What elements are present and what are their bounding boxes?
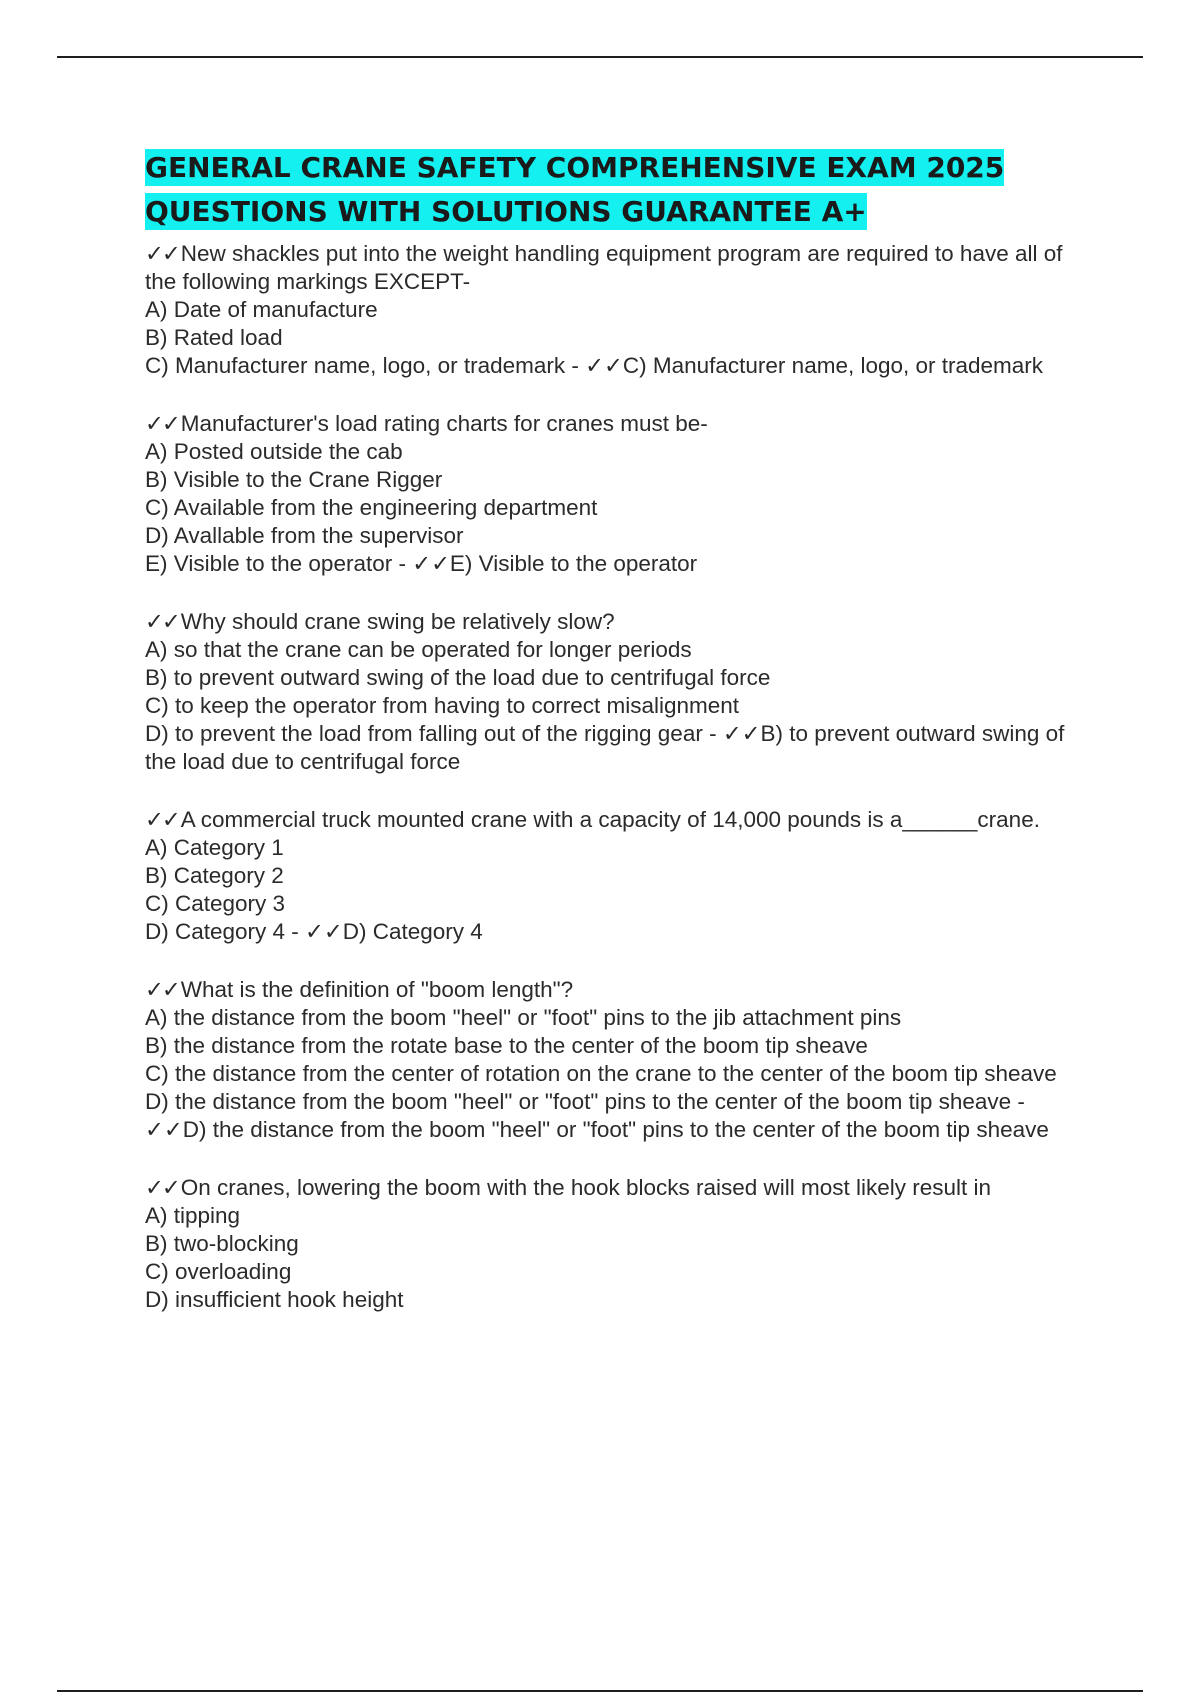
question-stem: What is the definition of "boom length"? — [180, 977, 574, 1002]
bottom-rule — [57, 1690, 1143, 1692]
question-stem: Manufacturer's load rating charts for cranes must be- — [180, 411, 708, 436]
double-check-icon: ✓✓ — [145, 977, 179, 1002]
question-stem: Why should crane swing be relatively slow? — [180, 609, 615, 634]
option-a: A) Date of manufacture — [145, 297, 378, 322]
option-b: B) to prevent outward swing of the load due to centrifugal force — [145, 665, 771, 690]
option-c-with-answer: C) Manufacturer name, logo, or trademark - ✓✓C) Manufacturer name, logo, or trademark — [145, 353, 1044, 378]
top-rule — [57, 56, 1143, 58]
question-3 — [145, 608, 1085, 776]
option-c: C) Available from the engineering department — [145, 495, 598, 520]
double-check-icon: ✓✓ — [145, 411, 179, 436]
option-e-with-answer: E) Visible to the operator - ✓✓E) Visible to the operator — [145, 551, 698, 576]
option-a: A) the distance from the boom "heel" or "foot" pins to the jib attachment pins — [145, 1005, 902, 1030]
option-b: B) Visible to the Crane Rigger — [145, 467, 443, 492]
option-d-with-answer: D) Category 4 - ✓✓D) Category 4 — [145, 919, 483, 944]
question-2 — [145, 410, 1085, 578]
page-content — [145, 146, 1085, 1344]
option-b: B) Rated load — [145, 325, 283, 350]
option-d-with-answer: D) the distance from the boom "heel" or "foot" pins to the center of the boom tip sheave - ✓✓D) the distance from the boom "heel" or "foot" pins to the center of the boom tip sheave — [145, 1089, 1049, 1142]
question-5 — [145, 976, 1085, 1144]
document-title — [145, 146, 1085, 234]
option-b: B) two-blocking — [145, 1231, 299, 1256]
question-stem: New shackles put into the weight handling equipment program are required to have all of the following markings EXCEPT- — [145, 241, 1063, 294]
option-c: C) the distance from the center of rotation on the crane to the center of the boom tip sheave — [145, 1061, 1057, 1086]
title-line-1: GENERAL CRANE SAFETY COMPREHENSIVE EXAM 2025 — [145, 151, 1005, 184]
option-a: A) Posted outside the cab — [145, 439, 403, 464]
question-stem: A commercial truck mounted crane with a capacity of 14,000 pounds is a______crane. — [180, 807, 1040, 832]
double-check-icon: ✓✓ — [145, 609, 179, 634]
option-d: D) insufficient hook height — [145, 1287, 404, 1312]
option-a: A) so that the crane can be operated for longer periods — [145, 637, 692, 662]
option-c: C) to keep the operator from having to correct misalignment — [145, 693, 740, 718]
title-line-2: QUESTIONS WITH SOLUTIONS GUARANTEE A+ — [145, 195, 867, 228]
option-c: C) overloading — [145, 1259, 292, 1284]
question-1 — [145, 240, 1085, 380]
question-stem: On cranes, lowering the boom with the hook blocks raised will most likely result in — [180, 1175, 992, 1200]
question-4 — [145, 806, 1085, 946]
option-b: B) the distance from the rotate base to the center of the boom tip sheave — [145, 1033, 868, 1058]
question-6 — [145, 1174, 1085, 1314]
double-check-icon: ✓✓ — [145, 807, 179, 832]
option-c: C) Category 3 — [145, 891, 286, 916]
option-b: B) Category 2 — [145, 863, 284, 888]
option-a: A) tipping — [145, 1203, 241, 1228]
option-a: A) Category 1 — [145, 835, 284, 860]
option-d: D) Avallable from the supervisor — [145, 523, 464, 548]
double-check-icon: ✓✓ — [145, 1175, 179, 1200]
option-d-with-answer: D) to prevent the load from falling out of the rigging gear - ✓✓B) to prevent outward swing of the load due to centrifugal force — [145, 721, 1065, 774]
double-check-icon: ✓✓ — [145, 241, 179, 266]
